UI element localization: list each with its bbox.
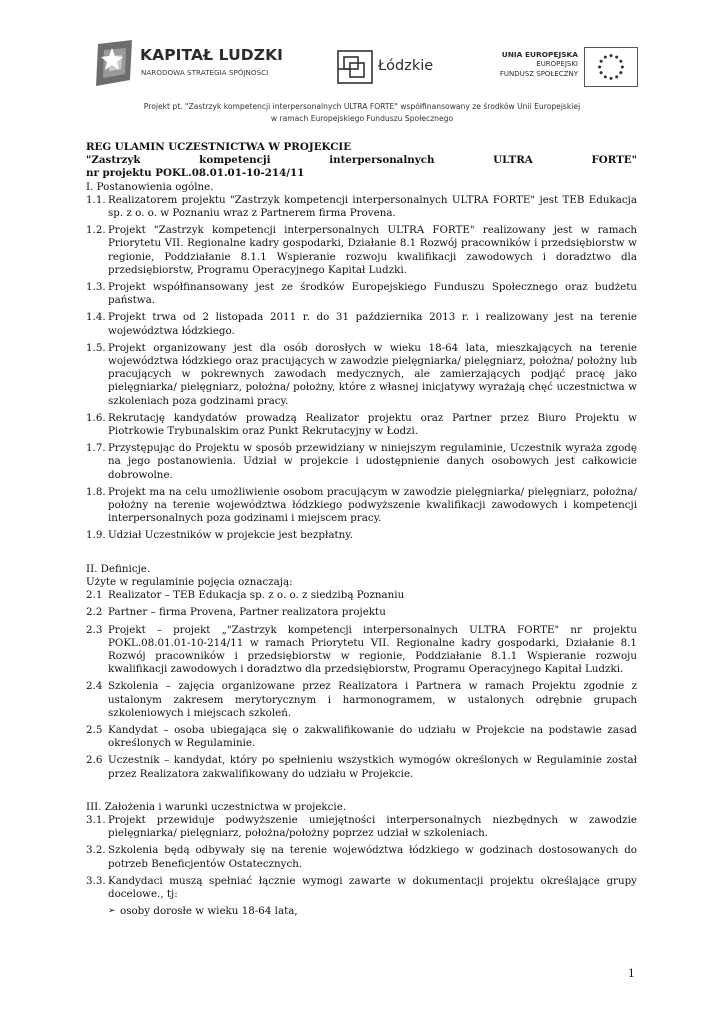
project-note-line-2: w ramach Europejskiego Funduszu Społecznego [270, 114, 454, 123]
item-number: 1.7. [86, 442, 106, 455]
item-number: 1.2. [86, 224, 106, 237]
item-number: 1.1. [86, 193, 106, 206]
list-item [86, 529, 637, 542]
list-item [86, 754, 637, 780]
eu-logo [492, 47, 640, 89]
list-item [86, 486, 637, 526]
document-title: REG ULAMIN UCZESTNICTWA W PROJEKCIE [86, 141, 352, 153]
item-text: Kandydaci muszą spełniać łącznie wymogi zawarte w dokumentacji projektu określające grupy docelowe., tj: [108, 874, 637, 900]
list-item [86, 224, 637, 277]
item-text: Przystępując do Projektu w sposób przewidziany w niniejszym regulaminie, Uczestnik wyraża zgodę na jego postanowienia. Udział w projekcie i udostępnienie danych osobowych jest całkowicie dobrowolne. [108, 442, 637, 481]
item-number: 3.3. [86, 874, 106, 887]
bullet-item [108, 905, 637, 918]
lodzkie-text: Łódzkie [378, 58, 434, 74]
item-text: Projekt współfinansowany jest ze środków Europejskiego Funduszu Społecznego oraz budżetu państwa. [108, 281, 637, 307]
section-heading: II. Definicje. [86, 562, 151, 575]
bullet-text: osoby dorosłe w wieku 18-64 lata, [120, 905, 298, 918]
lodzkie-emblem-icon [336, 47, 376, 87]
list-item [86, 589, 637, 602]
item-text: Partner – firma Provena, Partner realizatora projektu [108, 606, 386, 619]
list-item [86, 342, 637, 408]
item-number: 1.6. [86, 411, 106, 424]
item-text: Projekt "Zastrzyk kompetencji interpersonalnych ULTRA FORTE" realizowany jest w ramach Priorytetu VII. Regionalne kadry gospodarki, Działanie 8.1 Rozwój pracowników i przedsiębiorstw w regionie, Poddziałanie 8.1.1 Wspieranie rozwoju kwalifikacji zawodowych i doradztwo dla przedsiębiorstw, Programu Operacyjnego Kapitał Ludzki. [108, 224, 637, 276]
item-text: Projekt organizowany jest dla osób dorosłych w wieku 18-64 lata, mieszkających na terenie województwa łódzkiego oraz pracujących w zawodzie pielęgniarka/ pielęgniarz, położna/ położny lub pracujących w pokrewnych zawodach medycznych, ale zamierzających podjąć pracę jako pielęgniarka/ pielęgniarz, położna/ położny, które z własnej inicjatywy wyrażają chęć uczestnictwa w szkoleniach poza godzinami pracy. [108, 341, 637, 407]
project-number: nr projektu POKL.08.01.01-10-214/11 [86, 167, 305, 180]
project-funding-note [0, 101, 724, 125]
list-item [86, 412, 637, 438]
item-number: 1.3. [86, 281, 106, 294]
list-item [86, 844, 637, 870]
item-number: 2.5 [86, 723, 103, 736]
list-item [86, 606, 637, 619]
list-item [86, 814, 637, 840]
item-text: Projekt trwa od 2 listopada 2011 r. do 31 października 2013 r. i realizowany jest na terenie województwa łódzkiego. [108, 311, 637, 337]
kapital-ludzki-emblem-icon [92, 40, 134, 88]
item-number: 2.2 [86, 606, 103, 619]
item-text: Realizatorem projektu "Zastrzyk kompetencji interpersonalnych ULTRA FORTE" jest TEB Edukacja sp. z o. o. w Poznaniu wraz z Partnerem firma Provena. [108, 193, 637, 220]
document-body [86, 141, 637, 918]
item-text: Uczestnik – kandydat, który po spełnieniu wszystkich wymogów określonych w Regulaminie został przez Realizatora zakwalifikowany do udziału w Projekcie. [108, 754, 637, 780]
list-item [86, 281, 637, 307]
item-text: Realizator – TEB Edukacja sp. z o. o. z siedzibą Poznaniu [108, 589, 405, 602]
list-item [86, 680, 637, 720]
eu-line-3: FUNDUSZ SPOŁECZNY [499, 69, 578, 78]
section-lead: Użyte w regulaminie pojęcia oznaczają: [86, 575, 293, 588]
item-text: Projekt przewiduje podwyższenie umiejętności interpersonalnych niezbędnych w zawodzie pielęgniarka/ pielęgniarz, położna/położny poprzez udział w szkoleniach. [108, 813, 637, 840]
eu-line-1: UNIA EUROPEJSKA [501, 50, 578, 59]
item-number: 2.4 [86, 680, 103, 693]
project-note-line-1: Projekt pt. "Zastrzyk kompetencji interpersonalnych ULTRA FORTE" współfinansowany ze środków Unii Europejskiej [143, 102, 581, 111]
list-item [86, 311, 637, 337]
item-text: Szkolenia – zajęcia organizowane przez Realizatora i Partnera w ramach Projektu zgodnie z ustalonym zakresem merytorycznym i harmonogramem, w ustalonych odrębnie grupach szkoleniowych i miejscach szkoleń. [108, 680, 637, 719]
document-subtitle: "Zastrzyk kompetencji interpersonalnych ULTRA FORTE" [86, 154, 637, 167]
header-logos [0, 0, 724, 100]
item-text: Udział Uczestników w projekcie jest bezpłatny. [108, 529, 353, 542]
item-number: 1.9. [86, 529, 106, 542]
item-number: 1.4. [86, 311, 106, 324]
item-number: 2.6 [86, 754, 103, 767]
list-item [86, 624, 637, 677]
item-text: Projekt ma na celu umożliwienie osobom pracującym w zawodzie pielęgniarka/ pielęgniarz, położna/ położny na terenie województwa łódzkiego podwyższenie kwalifikacji zawodowych i kompetencji interpersonalnych poza godzinami i miejscem pracy. [108, 485, 637, 525]
item-number: 3.1. [86, 813, 106, 826]
item-text: Kandydat – osoba ubiegająca się o zakwalifikowanie do udziału w Projekcie na podstawie zasad określonych w Regulaminie. [108, 723, 637, 750]
arrow-bullet-icon: ➢ [108, 906, 116, 917]
item-number: 2.1 [86, 589, 103, 602]
eu-flag-icon [584, 47, 638, 87]
page-number: 1 [628, 965, 635, 980]
item-number: 3.2. [86, 844, 106, 857]
item-text: Rekrutację kandydatów prowadzą Realizator projektu oraz Partner przez Biuro Projektu w Piotrkowie Trybunalskim oraz Punkt Rekrutacyjny w Łodzi. [108, 411, 637, 438]
eu-line-2: EUROPEJSKI [536, 60, 578, 68]
section-heading: I. Postanowienia ogólne. [86, 180, 214, 193]
kapital-ludzki-title: KAPITAŁ LUDZKI [140, 46, 284, 64]
item-number: 1.5. [86, 341, 106, 354]
kapital-ludzki-logo [92, 40, 292, 90]
item-number: 2.3 [86, 623, 103, 636]
item-number: 1.8. [86, 485, 106, 498]
item-text: Projekt – projekt „"Zastrzyk kompetencji interpersonalnych ULTRA FORTE" nr projektu POKL.08.01.01-10-214/11 w ramach Priorytetu VII. Regionalne kadry gospodarki, Działanie 8.1 Rozwój pracowników i przedsiębiorstw w regionie, Poddziałanie 8.1.1 Wspieranie rozwoju kwalifikacji zawodowych i doradztwo dla przedsiębiorstw, Programu Operacyjnego Kapitał Ludzki. [108, 623, 637, 676]
list-item [86, 194, 637, 220]
list-item [86, 724, 637, 750]
section-heading: III. Założenia i warunki uczestnictwa w projekcie. [86, 800, 347, 813]
item-text: Szkolenia będą odbywały się na terenie województwa łódzkiego w godzinach dostosowanych do potrzeb Beneficjentów Ostatecznych. [108, 844, 637, 870]
list-item [86, 875, 637, 901]
lodzkie-logo [336, 47, 446, 87]
eu-text [492, 50, 578, 79]
list-item [86, 442, 637, 482]
kapital-ludzki-subtitle: NARODOWA STRATEGIA SPÓJNOŚCI [141, 68, 269, 77]
